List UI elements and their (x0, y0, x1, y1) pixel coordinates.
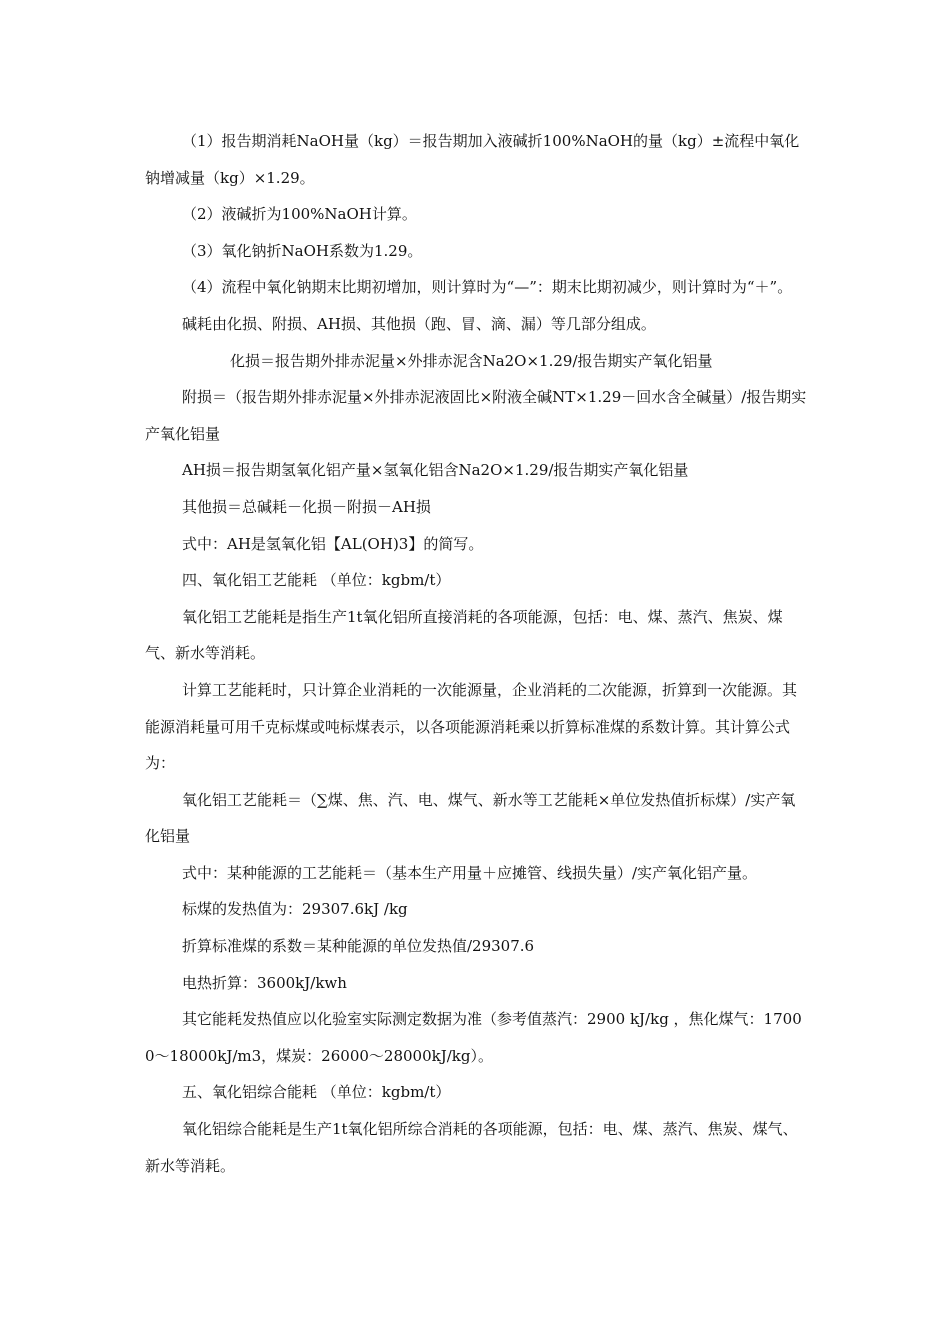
alkali-loss-composition: 碱耗由化损、附损、AH损、其他损（跑、冒、滴、漏）等几部分组成。 (182, 314, 656, 333)
section-heading-comprehensive-energy: 五、氧化铝综合能耗 （单位：kgbm/t） (182, 1083, 451, 1102)
process-energy-definition: 氧化铝工艺能耗是指生产1t氧化铝所直接消耗的各项能源，包括：电、煤、蒸汽、焦炭、煤气、新水等消耗。 (145, 607, 783, 663)
comprehensive-energy-definition: 氧化铝综合能耗是生产1t氧化铝所综合消耗的各项能源，包括：电、煤、蒸汽、焦炭、煤气、新水等消耗。 (145, 1120, 798, 1175)
note-ah-definition: 式中：AH是氢氧化铝【AL(OH)3】的简写。 (182, 534, 484, 553)
note-liquid-alkali: （2）液碱折为100%NaOH计算。 (182, 205, 417, 224)
formula-conversion-factor: 折算标准煤的系数＝某种能源的单位发热值/29307.6 (182, 937, 535, 956)
formula-ah-loss: AH损＝报告期氢氧化铝产量×氢氧化铝含Na2O×1.29/报告期实产氧化铝量 (182, 461, 689, 480)
formula-attached-loss: 附损＝（报告期外排赤泥量×外排赤泥液固比×附液全碱NT×1.29－回水含全碱量）/报告期实产氧化铝量 (145, 388, 807, 443)
process-energy-calculation: 计算工艺能耗时，只计算企业消耗的一次能源量，企业消耗的二次能源，折算到一次能源。其能源消耗量可用千克标煤或吨标煤表示，以各项能源消耗乘以折算标准煤的系数计算。其计算公式为： (145, 680, 798, 773)
electricity-conversion: 电热折算：3600kJ/kwh (182, 973, 347, 992)
formula-naoh-consumption: （1）报告期消耗NaOH量（kg）＝报告期加入液碱折100%NaOH的量（kg）±流程中氧化钠增减量（kg）×1.29。 (145, 132, 800, 187)
note-sodium-oxide-factor: （3）氧化钠折NaOH系数为1.29。 (182, 241, 423, 260)
formula-chemical-loss: 化损＝报告期外排赤泥量×外排赤泥含Na2O×1.29/报告期实产氧化铝量 (230, 351, 713, 370)
note-process-energy: 式中：某种能源的工艺能耗＝（基本生产用量＋应摊管、线损失量）/实产氧化铝产量。 (182, 863, 758, 882)
formula-other-loss: 其他损＝总碱耗－化损－附损－AH损 (182, 497, 431, 516)
formula-process-energy: 氧化铝工艺能耗＝（∑煤、焦、汽、电、煤气、新水等工艺能耗×单位发热值折标煤）/实产氧化铝量 (145, 790, 796, 846)
note-sign-rule: （4）流程中氧化钠期末比期初增加，则计算时为“—”：期末比期初减少，则计算时为“＋”。 (182, 278, 793, 297)
other-energy-heat-values: 其它能耗发热值应以化验室实际测定数据为准（参考值蒸汽：2900 kJ/kg ，焦化煤气：17000～18000kJ/m3，煤炭：26000～28000kJ/kg）。 (145, 1010, 802, 1065)
document-body (145, 123, 807, 1184)
standard-coal-heat-value: 标煤的发热值为：29307.6kJ /kg (182, 900, 408, 919)
section-heading-process-energy: 四、氧化铝工艺能耗 （单位：kgbm/t） (182, 571, 451, 590)
